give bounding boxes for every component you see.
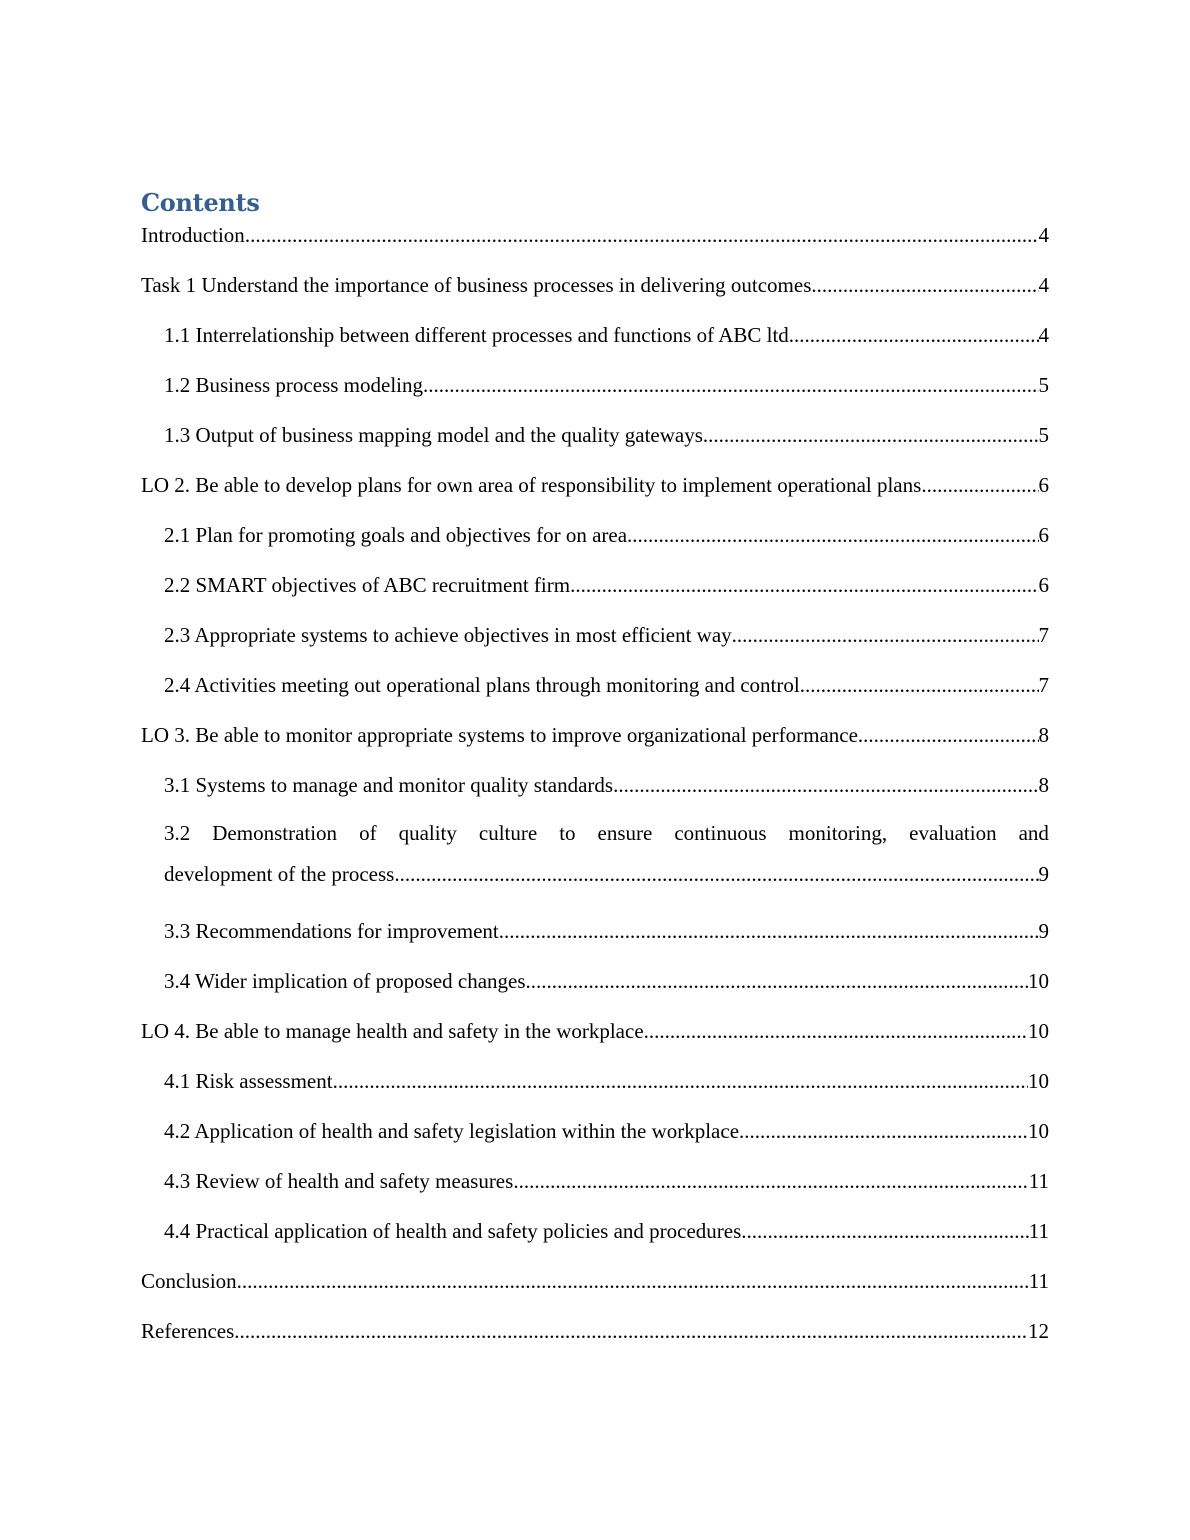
toc-page-number: 7	[1038, 623, 1049, 647]
toc-entry-text: 4.3 Review of health and safety measures	[164, 1169, 514, 1193]
toc-leader-dots	[811, 272, 1038, 299]
toc-page-number: 4	[1038, 323, 1049, 347]
toc-leader-dots	[237, 1268, 1029, 1295]
toc-page-number: 6	[1038, 573, 1049, 597]
toc-page-number: 11	[1028, 1269, 1049, 1293]
toc-leader-dots	[333, 1068, 1028, 1095]
toc-page-number: 9	[1038, 862, 1049, 886]
toc-leader-dots	[499, 918, 1039, 945]
toc-entry-text: LO 4. Be able to manage health and safety in the workplace	[141, 1019, 644, 1043]
toc-leader-dots	[644, 1018, 1028, 1045]
toc-entry-text: 2.2 SMART objectives of ABC recruitment firm	[164, 573, 571, 597]
toc-entry[interactable]	[141, 572, 1049, 599]
toc-entry[interactable]	[141, 622, 1049, 649]
toc-entry[interactable]	[141, 422, 1049, 449]
toc-entry[interactable]	[141, 522, 1049, 549]
toc-entry-text: LO 3. Be able to monitor appropriate systems to improve organizational performance	[141, 723, 858, 747]
toc-entry-text: 2.3 Appropriate systems to achieve objectives in most efficient way	[164, 623, 732, 647]
toc-entry[interactable]	[141, 672, 1049, 699]
toc-page-number: 10	[1028, 1069, 1049, 1093]
toc-entry-wrapped[interactable]	[141, 813, 1049, 895]
toc-entry-text: 3.1 Systems to manage and monitor quality standards	[164, 773, 614, 797]
toc-entry-text: 3.4 Wider implication of proposed changes	[164, 969, 526, 993]
toc-entry[interactable]	[141, 722, 1049, 749]
toc-entry-text: References	[141, 1319, 235, 1343]
toc-page-number: 10	[1028, 1119, 1049, 1143]
toc-entry-text: 2.4 Activities meeting out operational plans through monitoring and control	[164, 673, 800, 697]
toc-leader-dots	[423, 372, 1039, 399]
toc-page-number: 7	[1038, 673, 1049, 697]
toc-entry-text: 4.2 Application of health and safety legislation within the workplace	[164, 1119, 740, 1143]
toc-entry[interactable]	[141, 968, 1049, 995]
toc-page-number: 12	[1028, 1319, 1049, 1343]
toc-entry[interactable]	[141, 472, 1049, 499]
toc-page-number: 4	[1038, 223, 1049, 247]
toc-list	[141, 222, 1049, 1345]
toc-entry[interactable]	[141, 1268, 1049, 1295]
toc-leader-dots	[627, 522, 1038, 549]
toc-entry[interactable]	[141, 272, 1049, 299]
toc-page-number: 4	[1038, 273, 1049, 297]
toc-page-number: 10	[1028, 1019, 1049, 1043]
toc-entry-line2	[164, 854, 1049, 895]
toc-page-number: 8	[1038, 773, 1049, 797]
toc-leader-dots	[526, 968, 1028, 995]
toc-entry-text: LO 2. Be able to develop plans for own area of responsibility to implement operational plans	[141, 473, 922, 497]
toc-entry[interactable]	[141, 1318, 1049, 1345]
toc-leader-dots	[613, 772, 1038, 799]
toc-entry-text: 1.1 Interrelationship between different processes and functions of ABC ltd	[164, 323, 789, 347]
toc-page-number: 10	[1028, 969, 1049, 993]
document-page	[141, 184, 1049, 1345]
toc-page-number: 9	[1038, 919, 1049, 943]
toc-leader-dots	[394, 854, 1038, 895]
toc-entry[interactable]	[141, 1118, 1049, 1145]
toc-page-number: 8	[1038, 723, 1049, 747]
toc-entry[interactable]	[141, 772, 1049, 799]
toc-leader-dots	[245, 222, 1039, 249]
toc-entry-text: 1.2 Business process modeling	[164, 373, 423, 397]
toc-entry-text-line1: 3.2 Demonstration of quality culture to ensure continuous monitoring, evaluation and	[164, 821, 1049, 845]
toc-entry-text: 3.3 Recommendations for improvement	[164, 919, 499, 943]
toc-entry-text-line2: development of the process	[164, 862, 395, 886]
toc-leader-dots	[739, 1118, 1028, 1145]
toc-entry[interactable]	[141, 372, 1049, 399]
toc-entry-text: 1.3 Output of business mapping model and the quality gateways	[164, 423, 703, 447]
toc-entry[interactable]	[141, 222, 1049, 249]
toc-entry-text: 4.4 Practical application of health and safety policies and procedures	[164, 1219, 742, 1243]
toc-leader-dots	[800, 672, 1039, 699]
toc-leader-dots	[513, 1168, 1028, 1195]
toc-leader-dots	[732, 622, 1039, 649]
toc-leader-dots	[741, 1218, 1028, 1245]
toc-entry-text: 2.1 Plan for promoting goals and objectives for on area	[164, 523, 628, 547]
toc-leader-dots	[789, 322, 1039, 349]
toc-entry-text: Task 1 Understand the importance of business processes in delivering outcomes	[141, 273, 812, 297]
toc-leader-dots	[570, 572, 1038, 599]
toc-page-number: 6	[1038, 473, 1049, 497]
toc-leader-dots	[234, 1318, 1028, 1345]
toc-title: Contents	[141, 188, 260, 217]
toc-entry[interactable]	[141, 1018, 1049, 1045]
toc-leader-dots	[921, 472, 1038, 499]
toc-page-number: 5	[1038, 423, 1049, 447]
toc-entry[interactable]	[141, 1068, 1049, 1095]
toc-entry-text: 4.1 Risk assessment	[164, 1069, 333, 1093]
toc-entry[interactable]	[141, 1168, 1049, 1195]
toc-page-number: 5	[1038, 373, 1049, 397]
toc-leader-dots	[703, 422, 1039, 449]
toc-entry[interactable]	[141, 1218, 1049, 1245]
toc-entry-text: Introduction	[141, 223, 245, 247]
toc-entry-text: Conclusion	[141, 1269, 237, 1293]
toc-page-number: 11	[1028, 1169, 1049, 1193]
toc-page-number: 6	[1038, 523, 1049, 547]
toc-entry[interactable]	[141, 918, 1049, 945]
toc-page-number: 11	[1028, 1219, 1049, 1243]
toc-entry[interactable]	[141, 322, 1049, 349]
toc-leader-dots	[858, 722, 1039, 749]
